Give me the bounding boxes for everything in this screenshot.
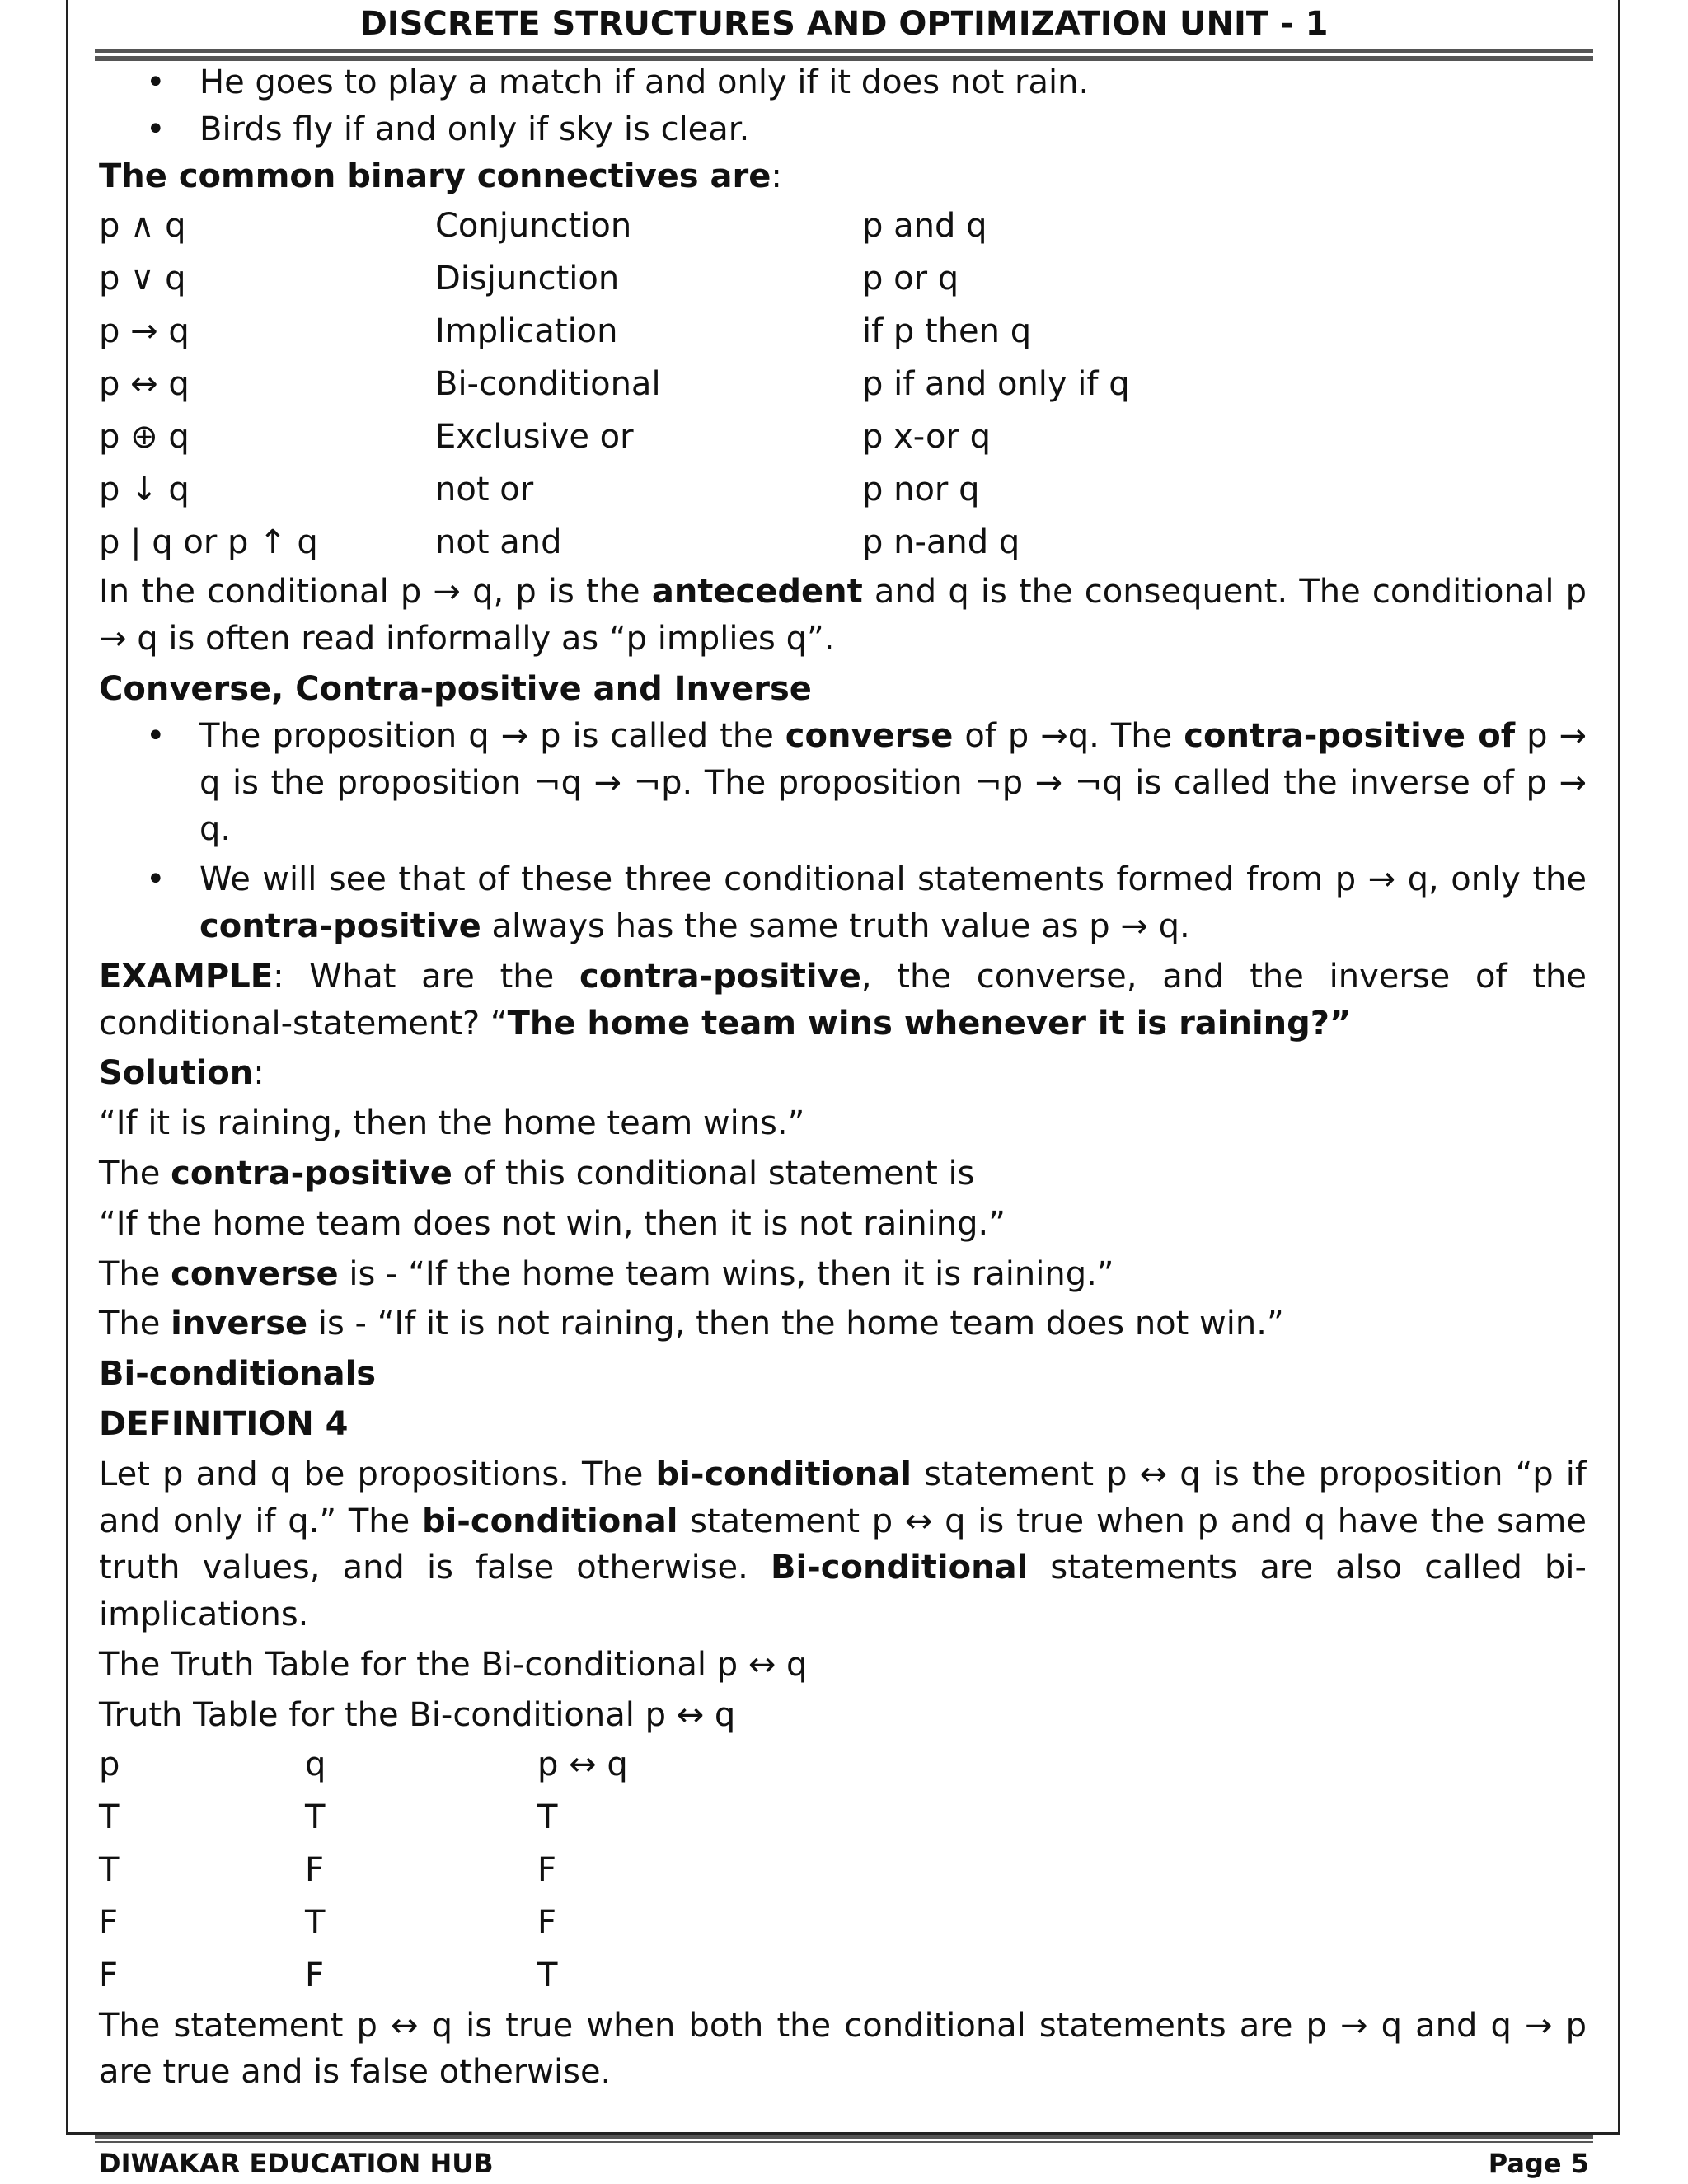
truth-table-row (99, 1950, 628, 2003)
connective-row (99, 463, 1130, 516)
connective-symbol: p | q or p ↑ q (99, 523, 318, 561)
truth-table-cell: T (537, 1798, 558, 1837)
connective-symbol: p ∨ q (99, 259, 186, 298)
connective-symbol: p ↓ q (99, 470, 190, 509)
connective-name: Bi-conditional (435, 364, 661, 403)
truth-table-cell: T (305, 1798, 326, 1837)
solution-line-1: “If it is raining, then the home team wins.” (99, 1104, 805, 1143)
footer-page-number: Page 5 (1488, 2148, 1589, 2179)
solution-line-5: The inverse is - “If it is not raining, then the home team does not win.” (99, 1305, 1284, 1343)
truth-table-row (99, 1844, 628, 1897)
truth-table-cell: F (537, 1904, 557, 1943)
connective-row (99, 252, 1130, 305)
connectives-table (99, 199, 1130, 569)
solution-line-4: The converse is - “If the home team wins, then it is raining.” (99, 1254, 1114, 1293)
connective-name: Disjunction (435, 259, 620, 298)
solution-label: Solution: (99, 1054, 265, 1093)
connective-row (99, 305, 1130, 358)
connective-row (99, 410, 1130, 463)
connective-symbol: p ⊕ q (99, 417, 190, 456)
conditional-paragraph: In the conditional p → q, p is the antecedent and q is the consequent. The conditional p → q is often read informally as “p implies q”. (99, 573, 1587, 658)
truth-table-cell: T (305, 1904, 326, 1943)
connective-symbol: p ∧ q (99, 206, 186, 245)
connective-name: not and (435, 523, 562, 561)
truth-table-cell: T (537, 1957, 558, 1995)
connective-reading: p if and only if q (862, 364, 1130, 403)
truth-table-row (99, 1792, 628, 1844)
truth-table-cell: F (99, 1957, 119, 1995)
truth-table-cell: F (305, 1957, 325, 1995)
truth-table (99, 1739, 628, 2003)
footer-publisher: DIWAKAR EDUCATION HUB (99, 2148, 494, 2179)
intro-bullet-1: • He goes to play a match if and only if it does not rain. (199, 59, 1587, 106)
truth-table-header-row (99, 1739, 628, 1792)
connective-symbol: p ↔ q (99, 364, 190, 403)
truth-table-caption-2: Truth Table for the Bi-conditional p ↔ q (99, 1695, 736, 1734)
solution-line-3: “If the home team does not win, then it is not raining.” (99, 1204, 1006, 1243)
connective-row (99, 516, 1130, 569)
biconditionals-heading: Bi-conditionals (99, 1355, 377, 1394)
cci-heading: Converse, Contra-positive and Inverse (99, 669, 812, 708)
connective-name: Exclusive or (435, 417, 634, 456)
page-header-title: DISCRETE STRUCTURES AND OPTIMIZATION UNIT - 1 (359, 5, 1329, 43)
truth-table-cell: F (537, 1851, 557, 1890)
truth-table-header: p (99, 1746, 120, 1784)
definition-heading: DEFINITION 4 (99, 1404, 349, 1443)
truth-table-header: q (305, 1746, 326, 1784)
definition-paragraph: Let p and q be propositions. The bi-conditional statement p ↔ q is the proposition “p if and only if q.” The bi-conditional statement p ↔ q is true when p and q have the same truth values, and is false otherwise. Bi-conditional statements are also called bi-implications. (99, 1455, 1587, 1634)
connective-name: Implication (435, 312, 618, 350)
connective-row (99, 199, 1130, 252)
connective-row (99, 358, 1130, 410)
example-paragraph: EXAMPLE: What are the contra-positive, the converse, and the inverse of the conditional-statement? “The home team wins whenever it is raining?” (99, 957, 1587, 1043)
connective-reading: p x-or q (862, 417, 991, 456)
connective-name: Conjunction (435, 206, 632, 245)
page-content (99, 59, 1587, 2096)
intro-bullet-list (99, 59, 1587, 153)
connective-reading: if p then q (862, 312, 1032, 350)
footer-double-rule (95, 2135, 1593, 2144)
connectives-heading: The common binary connectives are: (99, 157, 782, 195)
cci-bullet-2: • We will see that of these three conditional statements formed from p → q, only the contra-positive always has the same truth value as p → q. (199, 856, 1587, 950)
truth-table-cell: T (99, 1851, 120, 1890)
intro-bullet-2: • Birds fly if and only if sky is clear. (199, 106, 1587, 153)
solution-line-2: The contra-positive of this conditional statement is (99, 1154, 975, 1193)
truth-table-caption-1: The Truth Table for the Bi-conditional p ↔ q (99, 1645, 808, 1684)
truth-table-row (99, 1897, 628, 1950)
connective-reading: p or q (862, 259, 959, 298)
cci-bullet-list (99, 713, 1587, 950)
connective-reading: p n-and q (862, 523, 1020, 561)
connective-reading: p nor q (862, 470, 980, 509)
truth-table-cell: F (99, 1904, 119, 1943)
connective-reading: p and q (862, 206, 987, 245)
connective-name: not or (435, 470, 534, 509)
truth-table-cell: F (305, 1851, 325, 1890)
truth-table-header: p ↔ q (537, 1746, 628, 1784)
closing-paragraph: The statement p ↔ q is true when both the conditional statements are p → q and q → p are true and is false otherwise. (99, 2006, 1587, 2092)
cci-bullet-1: • The proposition q → p is called the converse of p →q. The contra-positive of p → q is the proposition ¬q → ¬p. The proposition ¬p → ¬q is called the inverse of p → q. (199, 713, 1587, 853)
connective-symbol: p → q (99, 312, 190, 350)
truth-table-cell: T (99, 1798, 120, 1837)
